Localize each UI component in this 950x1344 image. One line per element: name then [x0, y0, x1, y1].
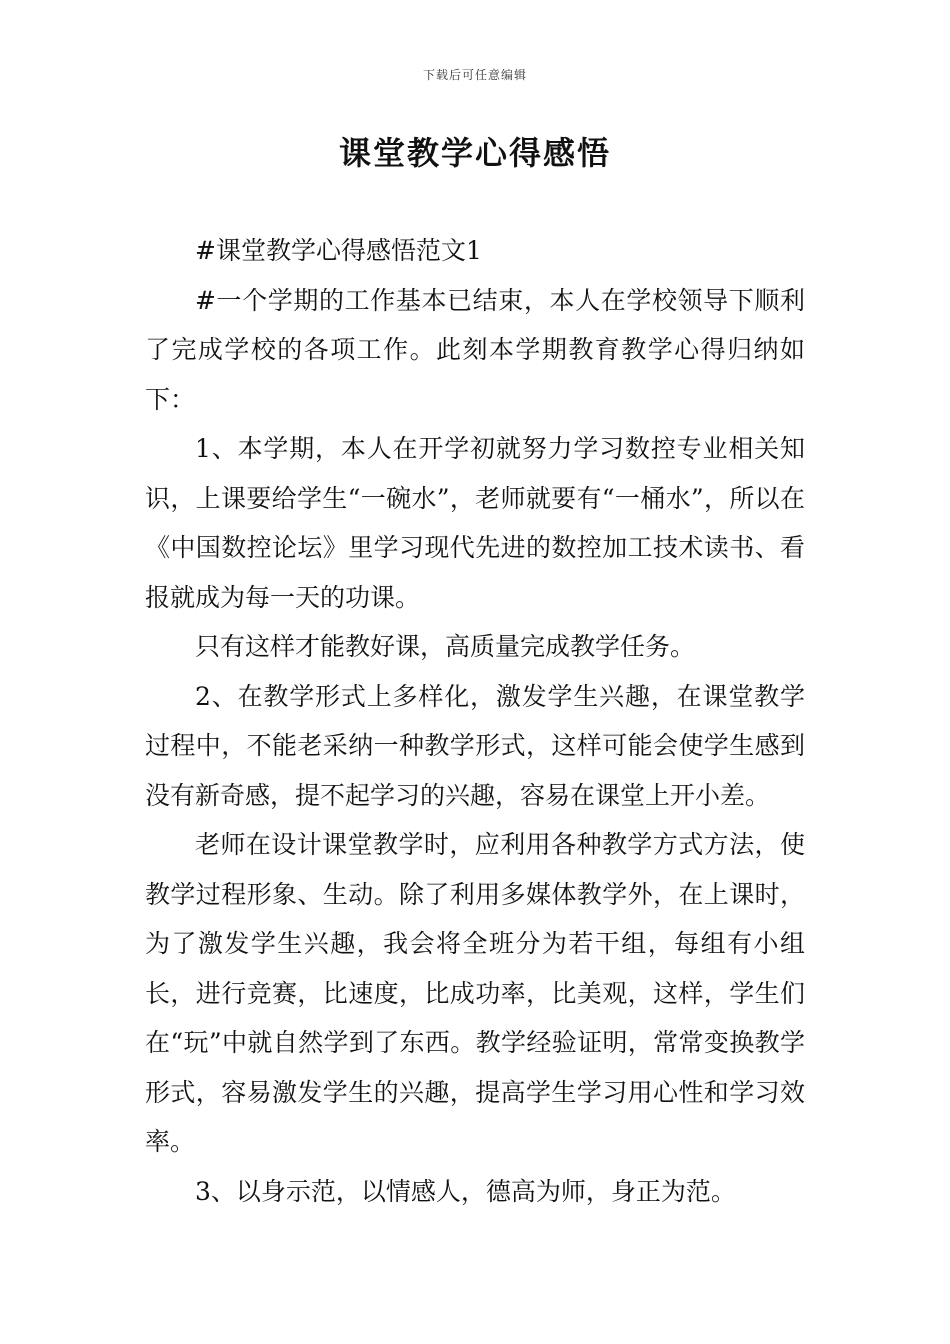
paragraph-heading: #课堂教学心得感悟范文1 [195, 236, 482, 265]
paragraph-point-2-detail: 老师在设计课堂教学时，应利用各种教学方式方法，使教学过程形象、生动。除了利用多媒体教学外，在上课时，为了激发学生兴趣，我会将全班分为若干组，每组有小组长，进行竞赛，比速度，比成功率，比美观，这样，学生们在“玩”中就自然学到了东西。教学经验证明，常常变换教学形式，容易激发学生的兴趣，提高学生学习用心性和学习效率。 [145, 830, 805, 1156]
document-body [145, 226, 805, 1216]
paragraph-point-2: 2、在教学形式上多样化，激发学生兴趣，在课堂教学过程中，不能老采纳一种教学形式，这样可能会使学生感到没有新奇感，提不起学习的兴趣，容易在课堂上开小差。 [145, 681, 805, 810]
paragraph-point-1-note: 只有这样才能教好课，高质量完成教学任务。 [195, 632, 696, 661]
paragraph-point-3: 3、以身示范，以情感人，德高为师，身正为范。 [195, 1176, 736, 1206]
paragraph-intro: #一个学期的工作基本已结束，本人在学校领导下顺利了完成学校的各项工作。此刻本学期教育教学心得归纳如下： [145, 285, 805, 414]
document-title: 课堂教学心得感悟 [338, 134, 611, 172]
header-note: 下载后可任意编辑 [422, 68, 527, 82]
paragraph-point-1: 1、本学期，本人在开学初就努力学习数控专业相关知识，上课要给学生“一碗水”，老师就要有“一桶水”，所以在《中国数控论坛》里学习现代先进的数控加工技术读书、看报就成为每一天的功课。 [145, 434, 805, 612]
